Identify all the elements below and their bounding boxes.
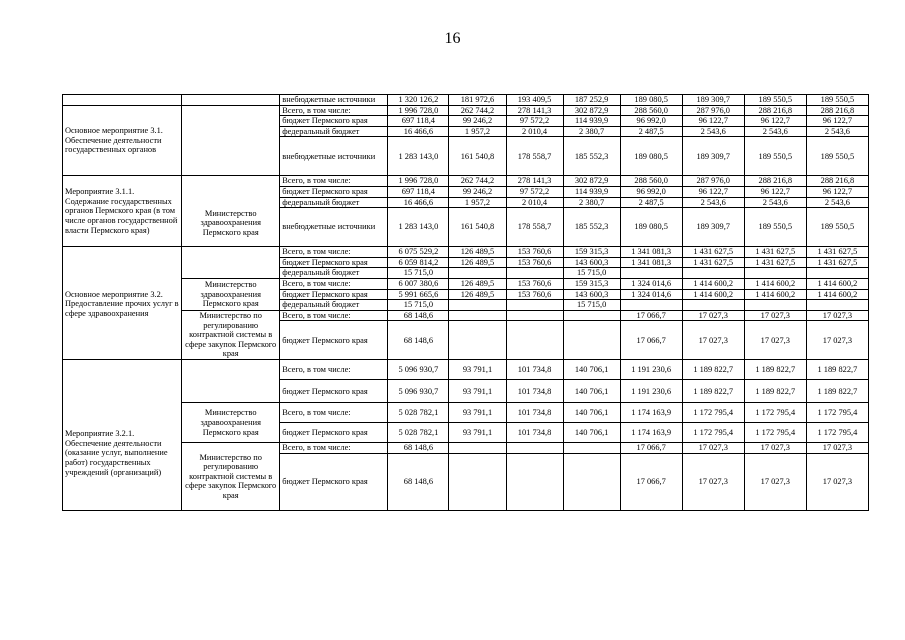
value-cell: 17 027,3: [806, 453, 868, 510]
value-cell: 5 991 665,6: [388, 289, 449, 300]
value-cell: [449, 443, 506, 454]
value-cell: 17 027,3: [682, 321, 744, 360]
value-cell: 2 543,6: [806, 126, 868, 137]
executor-cell: Министерство по регулированию контрактной системы в сфере закупок Пермского края: [182, 310, 280, 360]
value-cell: 189 550,5: [806, 137, 868, 176]
value-cell: 1 174 163,9: [620, 403, 682, 423]
funding-source-cell: бюджет Пермского края: [280, 423, 388, 443]
value-cell: 1 189 822,7: [744, 380, 806, 403]
value-cell: 96 992,0: [620, 186, 682, 197]
value-cell: 189 080,5: [620, 208, 682, 247]
value-cell: 96 122,7: [682, 186, 744, 197]
funding-source-cell: Всего, в том числе:: [280, 403, 388, 423]
value-cell: 101 734,8: [506, 403, 563, 423]
value-cell: 93 791,1: [449, 380, 506, 403]
value-cell: 278 141,3: [506, 105, 563, 116]
value-cell: [563, 321, 620, 360]
value-cell: 96 122,7: [806, 116, 868, 127]
funding-source-cell: федеральный бюджет: [280, 126, 388, 137]
value-cell: 2 380,7: [563, 197, 620, 208]
value-cell: 2 543,6: [682, 126, 744, 137]
activity-name-cell: Мероприятие 3.1.1. Содержание государственных органов Пермского края (в том числе органов государственной власти Пермского края): [63, 176, 182, 247]
value-cell: 1 172 795,4: [682, 423, 744, 443]
value-cell: [744, 300, 806, 311]
value-cell: 287 976,0: [682, 176, 744, 187]
value-cell: [620, 300, 682, 311]
value-cell: [506, 310, 563, 321]
value-cell: 1 414 600,2: [806, 289, 868, 300]
value-cell: 2 543,6: [806, 197, 868, 208]
value-cell: 68 148,6: [388, 453, 449, 510]
value-cell: 126 489,5: [449, 257, 506, 268]
value-cell: 143 600,3: [563, 257, 620, 268]
value-cell: 262 744,2: [449, 105, 506, 116]
value-cell: 159 315,3: [563, 247, 620, 258]
value-cell: 93 791,1: [449, 360, 506, 380]
value-cell: [620, 268, 682, 279]
activity-name-cell: Мероприятие 3.2.1. Обеспечение деятельности (оказание услуг, выполнение работ) государственных учреждений (организаций): [63, 360, 182, 511]
executor-cell: Министерство здравоохранения Пермского края: [182, 403, 280, 443]
value-cell: 262 744,2: [449, 176, 506, 187]
value-cell: 15 715,0: [563, 268, 620, 279]
value-cell: 6 075 529,2: [388, 247, 449, 258]
value-cell: 288 216,8: [744, 105, 806, 116]
funding-source-cell: федеральный бюджет: [280, 300, 388, 311]
value-cell: 96 122,7: [744, 116, 806, 127]
value-cell: 1 189 822,7: [744, 360, 806, 380]
value-cell: 6 007 380,6: [388, 278, 449, 289]
value-cell: 288 560,0: [620, 105, 682, 116]
value-cell: 1 172 795,4: [744, 423, 806, 443]
value-cell: [744, 268, 806, 279]
value-cell: 1 341 081,3: [620, 257, 682, 268]
value-cell: 193 409,5: [506, 95, 563, 106]
value-cell: 16 466,6: [388, 197, 449, 208]
value-cell: 15 715,0: [563, 300, 620, 311]
funding-source-cell: Всего, в том числе:: [280, 278, 388, 289]
value-cell: 15 715,0: [388, 268, 449, 279]
value-cell: 114 939,9: [563, 116, 620, 127]
value-cell: 288 560,0: [620, 176, 682, 187]
value-cell: 288 216,8: [806, 105, 868, 116]
value-cell: 1 996 728,0: [388, 176, 449, 187]
value-cell: [806, 268, 868, 279]
value-cell: 140 706,1: [563, 360, 620, 380]
activity-name-cell: Основное мероприятие 3.2. Предоставление прочих услуг в сфере здравоохранения: [63, 247, 182, 360]
value-cell: 697 118,4: [388, 186, 449, 197]
value-cell: 1 172 795,4: [806, 423, 868, 443]
funding-source-cell: Всего, в том числе:: [280, 247, 388, 258]
table-row: [63, 310, 869, 321]
value-cell: 189 550,5: [806, 95, 868, 106]
table-row: [63, 278, 869, 289]
value-cell: [682, 300, 744, 311]
funding-source-cell: бюджет Пермского края: [280, 380, 388, 403]
value-cell: 17 066,7: [620, 443, 682, 454]
funding-source-cell: Всего, в том числе:: [280, 310, 388, 321]
value-cell: 68 148,6: [388, 310, 449, 321]
value-cell: 1 957,2: [449, 126, 506, 137]
executor-cell: Министерство здравоохранения Пермского края: [182, 176, 280, 247]
value-cell: [682, 268, 744, 279]
value-cell: 68 148,6: [388, 321, 449, 360]
value-cell: 68 148,6: [388, 443, 449, 454]
value-cell: 1 996 728,0: [388, 105, 449, 116]
value-cell: 96 992,0: [620, 116, 682, 127]
value-cell: 1 283 143,0: [388, 137, 449, 176]
value-cell: 287 976,0: [682, 105, 744, 116]
table-row: [63, 403, 869, 423]
table-row: [63, 443, 869, 454]
value-cell: 140 706,1: [563, 423, 620, 443]
funding-source-cell: бюджет Пермского края: [280, 289, 388, 300]
value-cell: 126 489,5: [449, 247, 506, 258]
executor-cell: Министерство по регулированию контрактной системы в сфере закупок Пермского края: [182, 443, 280, 511]
value-cell: 1 431 627,5: [744, 257, 806, 268]
value-cell: 17 066,7: [620, 321, 682, 360]
value-cell: 178 558,7: [506, 208, 563, 247]
value-cell: 97 572,2: [506, 116, 563, 127]
funding-source-cell: Всего, в том числе:: [280, 105, 388, 116]
value-cell: 1 172 795,4: [744, 403, 806, 423]
value-cell: 189 550,5: [744, 208, 806, 247]
value-cell: 2 543,6: [744, 126, 806, 137]
table-row: [63, 176, 869, 187]
executor-cell: Министерство здравоохранения Пермского края: [182, 278, 280, 310]
value-cell: 143 600,3: [563, 289, 620, 300]
funding-source-cell: бюджет Пермского края: [280, 186, 388, 197]
value-cell: 189 550,5: [744, 137, 806, 176]
value-cell: [449, 300, 506, 311]
value-cell: 101 734,8: [506, 360, 563, 380]
value-cell: 302 872,9: [563, 176, 620, 187]
value-cell: 17 027,3: [682, 310, 744, 321]
value-cell: 140 706,1: [563, 403, 620, 423]
value-cell: [563, 443, 620, 454]
activity-name-cell: [63, 95, 182, 106]
funding-source-cell: бюджет Пермского края: [280, 257, 388, 268]
value-cell: [449, 321, 506, 360]
value-cell: 697 118,4: [388, 116, 449, 127]
value-cell: [506, 300, 563, 311]
value-cell: [449, 268, 506, 279]
value-cell: 1 414 600,2: [682, 278, 744, 289]
table-row: [63, 105, 869, 116]
value-cell: 1 324 014,6: [620, 289, 682, 300]
value-cell: 278 141,3: [506, 176, 563, 187]
value-cell: 17 027,3: [744, 321, 806, 360]
value-cell: 1 414 600,2: [806, 278, 868, 289]
value-cell: 96 122,7: [806, 186, 868, 197]
value-cell: 189 080,5: [620, 95, 682, 106]
value-cell: 99 246,2: [449, 116, 506, 127]
table-row: [63, 95, 869, 106]
value-cell: 17 027,3: [806, 310, 868, 321]
value-cell: 17 027,3: [744, 310, 806, 321]
value-cell: 189 550,5: [806, 208, 868, 247]
value-cell: 17 066,7: [620, 310, 682, 321]
value-cell: 1 174 163,9: [620, 423, 682, 443]
executor-cell: [182, 360, 280, 403]
value-cell: 99 246,2: [449, 186, 506, 197]
value-cell: 96 122,7: [682, 116, 744, 127]
funding-source-cell: внебюджетные источники: [280, 137, 388, 176]
value-cell: 93 791,1: [449, 423, 506, 443]
value-cell: 1 431 627,5: [806, 257, 868, 268]
value-cell: 1 431 627,5: [682, 247, 744, 258]
value-cell: 153 760,6: [506, 278, 563, 289]
value-cell: 2 487,5: [620, 197, 682, 208]
value-cell: 1 414 600,2: [744, 289, 806, 300]
value-cell: 178 558,7: [506, 137, 563, 176]
value-cell: 1 191 230,6: [620, 360, 682, 380]
funding-source-cell: Всего, в том числе:: [280, 176, 388, 187]
funding-source-cell: федеральный бюджет: [280, 197, 388, 208]
value-cell: 189 080,5: [620, 137, 682, 176]
value-cell: 5 096 930,7: [388, 360, 449, 380]
value-cell: 1 283 143,0: [388, 208, 449, 247]
table-row: [63, 360, 869, 380]
value-cell: [449, 453, 506, 510]
value-cell: 17 066,7: [620, 453, 682, 510]
value-cell: 153 760,6: [506, 289, 563, 300]
value-cell: 1 414 600,2: [682, 289, 744, 300]
value-cell: 1 189 822,7: [806, 360, 868, 380]
value-cell: 101 734,8: [506, 380, 563, 403]
value-cell: 1 431 627,5: [744, 247, 806, 258]
value-cell: 114 939,9: [563, 186, 620, 197]
value-cell: 181 972,6: [449, 95, 506, 106]
value-cell: 302 872,9: [563, 105, 620, 116]
activity-name-cell: Основное мероприятие 3.1. Обеспечение деятельности государственных органов: [63, 105, 182, 176]
value-cell: 153 760,6: [506, 247, 563, 258]
funding-source-cell: бюджет Пермского края: [280, 453, 388, 510]
value-cell: 140 706,1: [563, 380, 620, 403]
funding-source-cell: бюджет Пермского края: [280, 321, 388, 360]
value-cell: 185 552,3: [563, 137, 620, 176]
value-cell: 185 552,3: [563, 208, 620, 247]
funding-source-cell: Всего, в том числе:: [280, 443, 388, 454]
value-cell: 159 315,3: [563, 278, 620, 289]
value-cell: [449, 310, 506, 321]
value-cell: 1 172 795,4: [806, 403, 868, 423]
value-cell: 16 466,6: [388, 126, 449, 137]
value-cell: [506, 443, 563, 454]
executor-cell: [182, 247, 280, 279]
budget-table: [62, 94, 869, 511]
funding-source-cell: внебюджетные источники: [280, 95, 388, 106]
value-cell: 17 027,3: [744, 453, 806, 510]
value-cell: 17 027,3: [806, 321, 868, 360]
funding-source-cell: внебюджетные источники: [280, 208, 388, 247]
value-cell: 96 122,7: [744, 186, 806, 197]
value-cell: 189 309,7: [682, 95, 744, 106]
value-cell: 97 572,2: [506, 186, 563, 197]
value-cell: 93 791,1: [449, 403, 506, 423]
value-cell: 1 189 822,7: [806, 380, 868, 403]
value-cell: 153 760,6: [506, 257, 563, 268]
funding-source-cell: Всего, в том числе:: [280, 360, 388, 380]
value-cell: 5 028 782,1: [388, 403, 449, 423]
value-cell: 5 096 930,7: [388, 380, 449, 403]
value-cell: [563, 453, 620, 510]
value-cell: [506, 453, 563, 510]
value-cell: 126 489,5: [449, 278, 506, 289]
value-cell: 189 309,7: [682, 137, 744, 176]
value-cell: 1 189 822,7: [682, 360, 744, 380]
value-cell: 1 431 627,5: [682, 257, 744, 268]
value-cell: 161 540,8: [449, 208, 506, 247]
value-cell: 2 543,6: [744, 197, 806, 208]
value-cell: 1 431 627,5: [806, 247, 868, 258]
executor-cell: [182, 105, 280, 176]
value-cell: 17 027,3: [806, 443, 868, 454]
value-cell: 1 320 126,2: [388, 95, 449, 106]
value-cell: 288 216,8: [744, 176, 806, 187]
value-cell: 5 028 782,1: [388, 423, 449, 443]
value-cell: [506, 268, 563, 279]
value-cell: 189 550,5: [744, 95, 806, 106]
value-cell: 2 543,6: [682, 197, 744, 208]
value-cell: 2 010,4: [506, 126, 563, 137]
value-cell: 1 191 230,6: [620, 380, 682, 403]
value-cell: 288 216,8: [806, 176, 868, 187]
funding-source-cell: бюджет Пермского края: [280, 116, 388, 127]
value-cell: 1 324 014,6: [620, 278, 682, 289]
funding-source-cell: федеральный бюджет: [280, 268, 388, 279]
value-cell: 101 734,8: [506, 423, 563, 443]
table-row: [63, 247, 869, 258]
executor-cell: [182, 95, 280, 106]
value-cell: 2 010,4: [506, 197, 563, 208]
value-cell: 15 715,0: [388, 300, 449, 311]
value-cell: 1 414 600,2: [744, 278, 806, 289]
value-cell: 6 059 814,2: [388, 257, 449, 268]
value-cell: 126 489,5: [449, 289, 506, 300]
value-cell: 2 487,5: [620, 126, 682, 137]
value-cell: 189 309,7: [682, 208, 744, 247]
value-cell: 161 540,8: [449, 137, 506, 176]
value-cell: [806, 300, 868, 311]
value-cell: 1 172 795,4: [682, 403, 744, 423]
value-cell: [506, 321, 563, 360]
value-cell: 1 189 822,7: [682, 380, 744, 403]
value-cell: 187 252,9: [563, 95, 620, 106]
value-cell: 17 027,3: [682, 443, 744, 454]
value-cell: 17 027,3: [744, 443, 806, 454]
value-cell: 1 341 081,3: [620, 247, 682, 258]
value-cell: [563, 310, 620, 321]
value-cell: 17 027,3: [682, 453, 744, 510]
value-cell: 2 380,7: [563, 126, 620, 137]
page-number: 16: [444, 30, 461, 47]
value-cell: 1 957,2: [449, 197, 506, 208]
